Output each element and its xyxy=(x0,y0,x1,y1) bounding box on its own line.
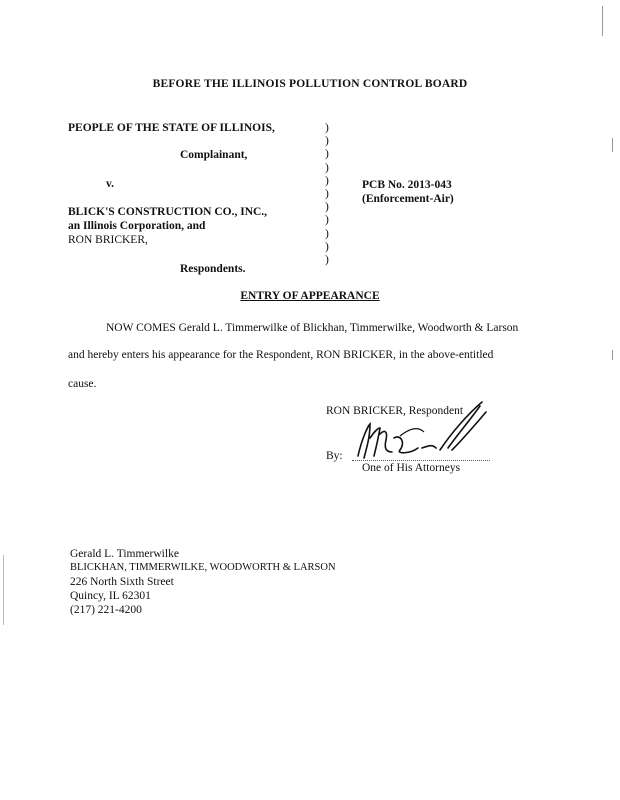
body-line-1: NOW COMES Gerald L. Timmerwilke of Blickhan, Timmerwilke, Woodworth & Larson xyxy=(106,322,519,334)
respondent-label: Respondents. xyxy=(180,263,246,275)
attorney-phone: (217) 221-4200 xyxy=(70,604,142,616)
caption-parens: ) ) ) ) ) ) ) ) ) ) ) xyxy=(325,122,329,267)
attorney-city: Quincy, IL 62301 xyxy=(70,590,151,602)
respondent-line-1: BLICK'S CONSTRUCTION CO., INC., xyxy=(68,206,268,218)
scan-mark xyxy=(612,138,613,152)
respondent-line-2: an Illinois Corporation, and xyxy=(68,220,206,232)
attorney-street: 226 North Sixth Street xyxy=(70,576,174,588)
complainant-label: Complainant, xyxy=(180,149,248,161)
respondent-line-3: RON BRICKER, xyxy=(68,234,148,246)
body-line-3: cause. xyxy=(68,378,97,390)
body-line-2: and hereby enters his appearance for the Respondent, RON BRICKER, in the above-entitled xyxy=(68,349,494,361)
case-number: PCB No. 2013-043 xyxy=(362,179,452,191)
document-title: BEFORE THE ILLINOIS POLLUTION CONTROL BOARD xyxy=(152,78,468,90)
scan-mark xyxy=(3,555,4,625)
versus: v. xyxy=(106,178,114,190)
case-type: (Enforcement-Air) xyxy=(362,193,454,205)
scan-mark xyxy=(612,350,613,360)
signature-by-label: By: xyxy=(326,450,343,462)
complainant-party: PEOPLE OF THE STATE OF ILLINOIS, xyxy=(68,122,275,134)
signature-party: RON BRICKER, Respondent xyxy=(326,405,464,417)
attorney-firm: BLICKHAN, TIMMERWILKE, WOODWORTH & LARSON xyxy=(70,562,336,573)
attorney-name: Gerald L. Timmerwilke xyxy=(70,548,179,560)
attorney-caption: One of His Attorneys xyxy=(362,462,461,474)
scan-mark xyxy=(602,6,603,36)
entry-heading: ENTRY OF APPEARANCE xyxy=(240,290,380,302)
